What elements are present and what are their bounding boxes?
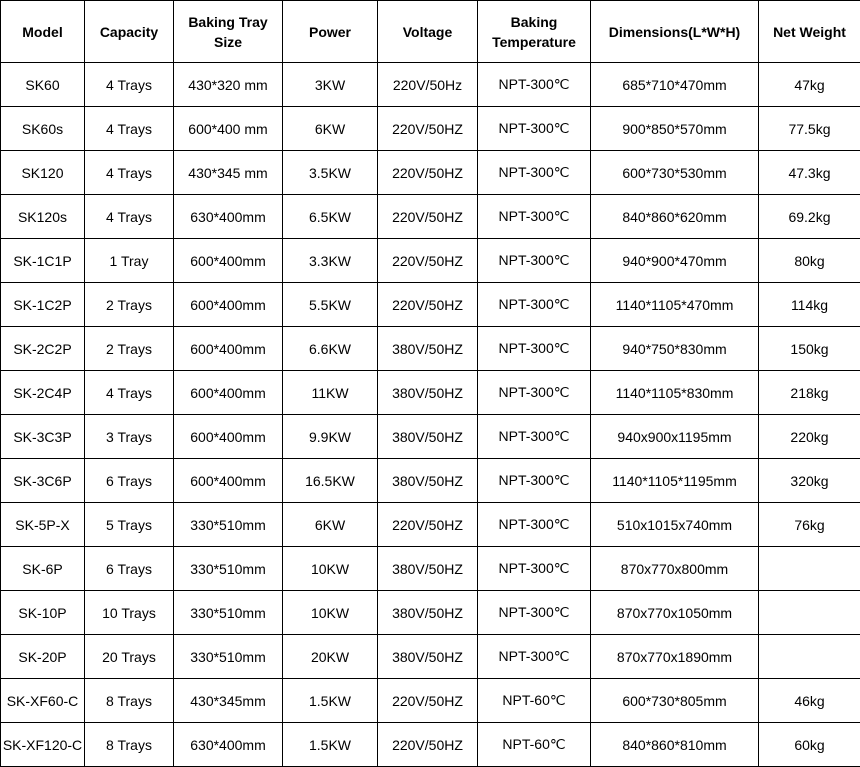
voltage-cell: 220V/50HZ bbox=[378, 151, 478, 195]
voltage-cell: 220V/50HZ bbox=[378, 195, 478, 239]
tray-size-cell: 600*400mm bbox=[174, 327, 283, 371]
tray-size-cell: 430*345 mm bbox=[174, 151, 283, 195]
dimensions-cell: 870x770x1050mm bbox=[591, 591, 759, 635]
dimensions-cell: 685*710*470mm bbox=[591, 63, 759, 107]
model-cell: SK-XF60-C bbox=[1, 679, 85, 723]
table-body bbox=[1, 63, 860, 767]
net-weight-cell bbox=[759, 635, 860, 679]
power-cell: 9.9KW bbox=[283, 415, 378, 459]
capacity-cell: 10 Trays bbox=[85, 591, 174, 635]
voltage-cell: 380V/50HZ bbox=[378, 547, 478, 591]
dimensions-cell: 940*900*470mm bbox=[591, 239, 759, 283]
voltage-cell: 380V/50HZ bbox=[378, 459, 478, 503]
header-net-weight: Net Weight bbox=[759, 1, 860, 63]
capacity-cell: 4 Trays bbox=[85, 151, 174, 195]
power-cell: 16.5KW bbox=[283, 459, 378, 503]
capacity-cell: 4 Trays bbox=[85, 63, 174, 107]
dimensions-cell: 870x770x800mm bbox=[591, 547, 759, 591]
header-baking-tray-size: Baking Tray Size bbox=[174, 1, 283, 63]
table-row bbox=[1, 63, 860, 107]
capacity-cell: 6 Trays bbox=[85, 547, 174, 591]
tray-size-cell: 430*345mm bbox=[174, 679, 283, 723]
temperature-cell: NPT-300℃ bbox=[478, 63, 591, 107]
temperature-cell: NPT-300℃ bbox=[478, 195, 591, 239]
dimensions-cell: 1140*1105*1195mm bbox=[591, 459, 759, 503]
temperature-cell: NPT-300℃ bbox=[478, 327, 591, 371]
net-weight-cell: 47.3kg bbox=[759, 151, 860, 195]
power-cell: 3KW bbox=[283, 63, 378, 107]
header-power: Power bbox=[283, 1, 378, 63]
table-row bbox=[1, 547, 860, 591]
tray-size-cell: 330*510mm bbox=[174, 635, 283, 679]
voltage-cell: 220V/50HZ bbox=[378, 239, 478, 283]
tray-size-cell: 430*320 mm bbox=[174, 63, 283, 107]
table-row bbox=[1, 635, 860, 679]
table-row bbox=[1, 151, 860, 195]
net-weight-cell: 69.2kg bbox=[759, 195, 860, 239]
temperature-cell: NPT-60℃ bbox=[478, 679, 591, 723]
power-cell: 1.5KW bbox=[283, 679, 378, 723]
capacity-cell: 5 Trays bbox=[85, 503, 174, 547]
tray-size-cell: 600*400 mm bbox=[174, 107, 283, 151]
net-weight-cell bbox=[759, 547, 860, 591]
header-model: Model bbox=[1, 1, 85, 63]
model-cell: SK-XF120-C bbox=[1, 723, 85, 767]
capacity-cell: 8 Trays bbox=[85, 723, 174, 767]
voltage-cell: 220V/50HZ bbox=[378, 503, 478, 547]
model-cell: SK-10P bbox=[1, 591, 85, 635]
temperature-cell: NPT-300℃ bbox=[478, 547, 591, 591]
table-row bbox=[1, 679, 860, 723]
net-weight-cell: 46kg bbox=[759, 679, 860, 723]
voltage-cell: 380V/50HZ bbox=[378, 415, 478, 459]
tray-size-cell: 630*400mm bbox=[174, 723, 283, 767]
tray-size-cell: 600*400mm bbox=[174, 459, 283, 503]
dimensions-cell: 900*850*570mm bbox=[591, 107, 759, 151]
capacity-cell: 3 Trays bbox=[85, 415, 174, 459]
table-row bbox=[1, 459, 860, 503]
model-cell: SK-2C4P bbox=[1, 371, 85, 415]
power-cell: 11KW bbox=[283, 371, 378, 415]
power-cell: 1.5KW bbox=[283, 723, 378, 767]
tray-size-cell: 600*400mm bbox=[174, 283, 283, 327]
power-cell: 3.5KW bbox=[283, 151, 378, 195]
header-baking-temperature: Baking Temperature bbox=[478, 1, 591, 63]
net-weight-cell: 60kg bbox=[759, 723, 860, 767]
model-cell: SK-2C2P bbox=[1, 327, 85, 371]
temperature-cell: NPT-300℃ bbox=[478, 371, 591, 415]
voltage-cell: 220V/50HZ bbox=[378, 679, 478, 723]
model-cell: SK-1C2P bbox=[1, 283, 85, 327]
header-voltage: Voltage bbox=[378, 1, 478, 63]
power-cell: 10KW bbox=[283, 591, 378, 635]
capacity-cell: 4 Trays bbox=[85, 371, 174, 415]
table-row bbox=[1, 327, 860, 371]
net-weight-cell: 80kg bbox=[759, 239, 860, 283]
net-weight-cell: 218kg bbox=[759, 371, 860, 415]
model-cell: SK-3C3P bbox=[1, 415, 85, 459]
capacity-cell: 2 Trays bbox=[85, 327, 174, 371]
voltage-cell: 220V/50Hz bbox=[378, 63, 478, 107]
capacity-cell: 8 Trays bbox=[85, 679, 174, 723]
tray-size-cell: 600*400mm bbox=[174, 371, 283, 415]
table-row bbox=[1, 415, 860, 459]
power-cell: 3.3KW bbox=[283, 239, 378, 283]
table-row bbox=[1, 239, 860, 283]
power-cell: 10KW bbox=[283, 547, 378, 591]
dimensions-cell: 510x1015x740mm bbox=[591, 503, 759, 547]
dimensions-cell: 940x900x1195mm bbox=[591, 415, 759, 459]
net-weight-cell: 114kg bbox=[759, 283, 860, 327]
temperature-cell: NPT-300℃ bbox=[478, 503, 591, 547]
temperature-cell: NPT-300℃ bbox=[478, 635, 591, 679]
table-row bbox=[1, 723, 860, 767]
voltage-cell: 220V/50HZ bbox=[378, 283, 478, 327]
capacity-cell: 2 Trays bbox=[85, 283, 174, 327]
table-row bbox=[1, 195, 860, 239]
net-weight-cell: 320kg bbox=[759, 459, 860, 503]
table-row bbox=[1, 283, 860, 327]
dimensions-cell: 870x770x1890mm bbox=[591, 635, 759, 679]
tray-size-cell: 330*510mm bbox=[174, 591, 283, 635]
model-cell: SK-5P-X bbox=[1, 503, 85, 547]
temperature-cell: NPT-300℃ bbox=[478, 415, 591, 459]
net-weight-cell: 47kg bbox=[759, 63, 860, 107]
temperature-cell: NPT-300℃ bbox=[478, 459, 591, 503]
capacity-cell: 4 Trays bbox=[85, 107, 174, 151]
power-cell: 20KW bbox=[283, 635, 378, 679]
model-cell: SK-6P bbox=[1, 547, 85, 591]
temperature-cell: NPT-300℃ bbox=[478, 591, 591, 635]
voltage-cell: 380V/50HZ bbox=[378, 327, 478, 371]
dimensions-cell: 1140*1105*830mm bbox=[591, 371, 759, 415]
temperature-cell: NPT-300℃ bbox=[478, 151, 591, 195]
capacity-cell: 6 Trays bbox=[85, 459, 174, 503]
voltage-cell: 220V/50HZ bbox=[378, 107, 478, 151]
voltage-cell: 380V/50HZ bbox=[378, 635, 478, 679]
header-row bbox=[1, 1, 860, 63]
dimensions-cell: 840*860*620mm bbox=[591, 195, 759, 239]
dimensions-cell: 600*730*805mm bbox=[591, 679, 759, 723]
net-weight-cell: 76kg bbox=[759, 503, 860, 547]
capacity-cell: 20 Trays bbox=[85, 635, 174, 679]
temperature-cell: NPT-60℃ bbox=[478, 723, 591, 767]
tray-size-cell: 630*400mm bbox=[174, 195, 283, 239]
temperature-cell: NPT-300℃ bbox=[478, 107, 591, 151]
net-weight-cell bbox=[759, 591, 860, 635]
tray-size-cell: 330*510mm bbox=[174, 503, 283, 547]
power-cell: 6.5KW bbox=[283, 195, 378, 239]
model-cell: SK120 bbox=[1, 151, 85, 195]
power-cell: 6KW bbox=[283, 503, 378, 547]
table-row bbox=[1, 371, 860, 415]
voltage-cell: 220V/50HZ bbox=[378, 723, 478, 767]
voltage-cell: 380V/50HZ bbox=[378, 591, 478, 635]
dimensions-cell: 840*860*810mm bbox=[591, 723, 759, 767]
net-weight-cell: 77.5kg bbox=[759, 107, 860, 151]
table-row bbox=[1, 591, 860, 635]
temperature-cell: NPT-300℃ bbox=[478, 239, 591, 283]
dimensions-cell: 600*730*530mm bbox=[591, 151, 759, 195]
model-cell: SK60s bbox=[1, 107, 85, 151]
net-weight-cell: 150kg bbox=[759, 327, 860, 371]
header-capacity: Capacity bbox=[85, 1, 174, 63]
model-cell: SK-1C1P bbox=[1, 239, 85, 283]
header-dimensions: Dimensions(L*W*H) bbox=[591, 1, 759, 63]
tray-size-cell: 600*400mm bbox=[174, 415, 283, 459]
capacity-cell: 4 Trays bbox=[85, 195, 174, 239]
power-cell: 5.5KW bbox=[283, 283, 378, 327]
temperature-cell: NPT-300℃ bbox=[478, 283, 591, 327]
model-cell: SK60 bbox=[1, 63, 85, 107]
power-cell: 6.6KW bbox=[283, 327, 378, 371]
dimensions-cell: 940*750*830mm bbox=[591, 327, 759, 371]
table-row bbox=[1, 107, 860, 151]
model-cell: SK-20P bbox=[1, 635, 85, 679]
tray-size-cell: 330*510mm bbox=[174, 547, 283, 591]
tray-size-cell: 600*400mm bbox=[174, 239, 283, 283]
voltage-cell: 380V/50HZ bbox=[378, 371, 478, 415]
model-cell: SK-3C6P bbox=[1, 459, 85, 503]
model-cell: SK120s bbox=[1, 195, 85, 239]
dimensions-cell: 1140*1105*470mm bbox=[591, 283, 759, 327]
net-weight-cell: 220kg bbox=[759, 415, 860, 459]
power-cell: 6KW bbox=[283, 107, 378, 151]
capacity-cell: 1 Tray bbox=[85, 239, 174, 283]
table-row bbox=[1, 503, 860, 547]
